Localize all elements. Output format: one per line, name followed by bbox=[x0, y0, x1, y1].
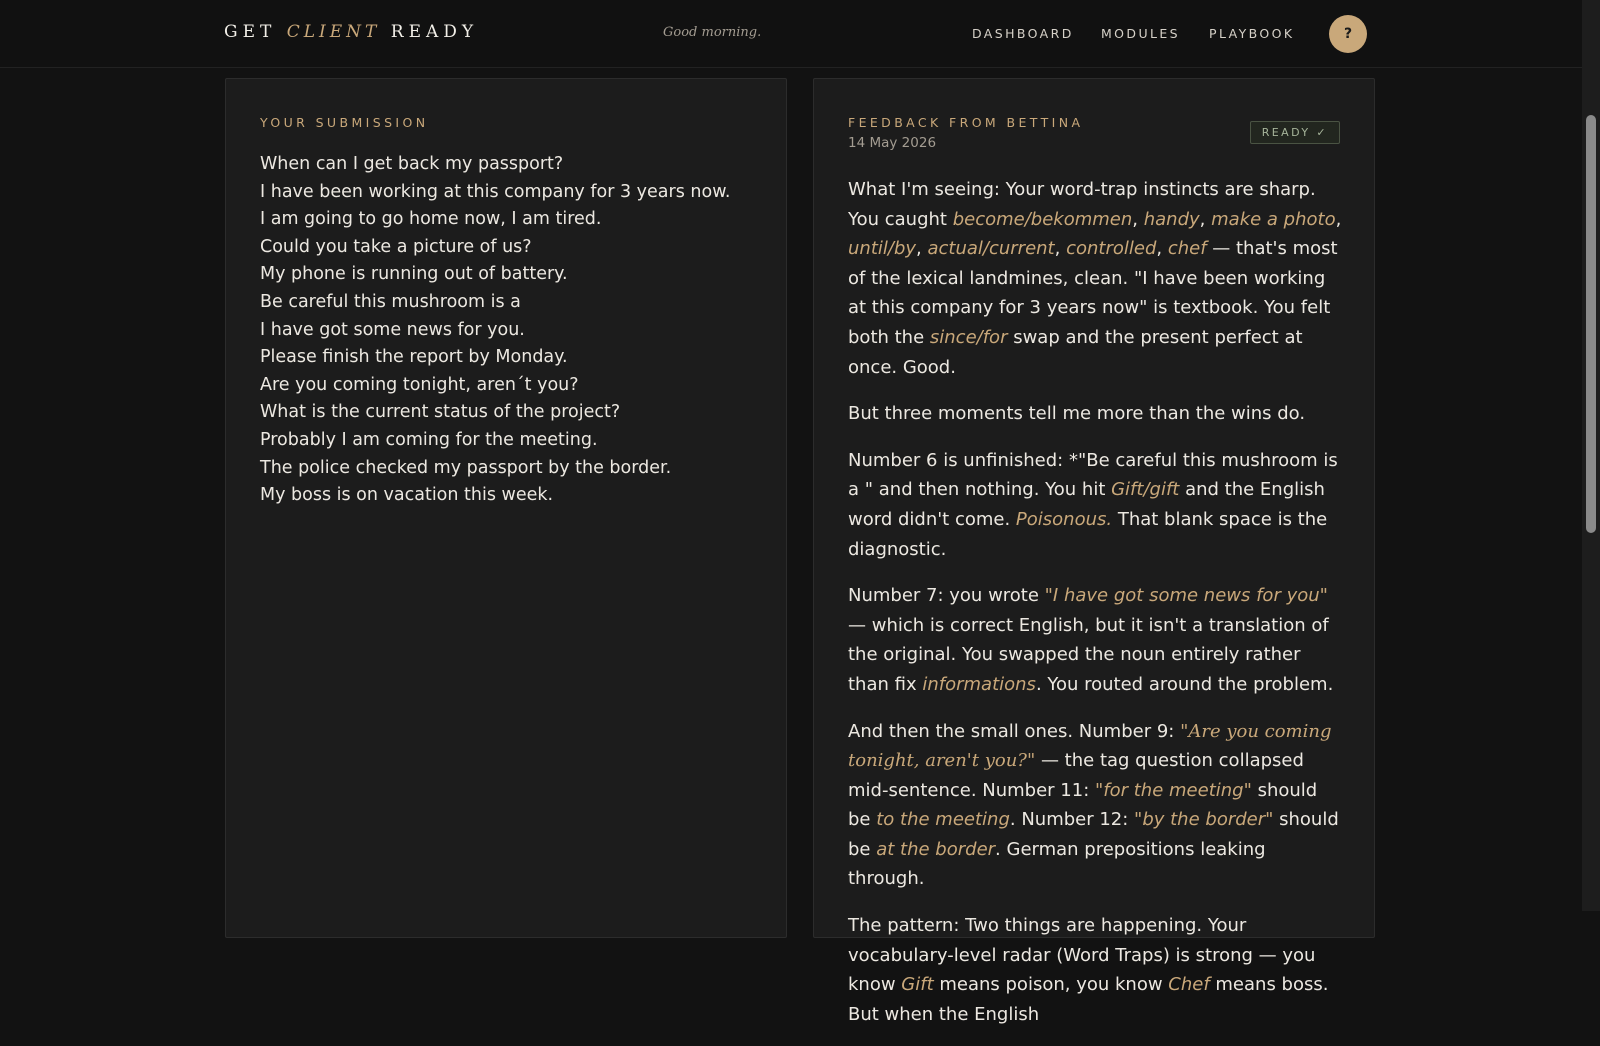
brand-logo[interactable] bbox=[224, 22, 478, 42]
highlight-term: actual/current bbox=[927, 238, 1055, 260]
feedback-text: . Number 12: bbox=[1009, 809, 1135, 831]
separator: , bbox=[1335, 208, 1342, 230]
feedback-text: That blank space is the diagnostic. bbox=[848, 508, 1328, 560]
feedback-label: FEEDBACK FROM BETTINA bbox=[848, 115, 1084, 130]
submission-label: YOUR SUBMISSION bbox=[260, 115, 429, 130]
feedback-text: swap and the present perfect at once. Good. bbox=[848, 326, 1303, 378]
submission-line: Be careful this mushroom is a bbox=[260, 291, 521, 312]
feedback-date: 14 May 2026 bbox=[848, 135, 937, 151]
highlight-term: chef bbox=[1167, 238, 1207, 260]
feedback-text: Number 7: you wrote bbox=[848, 585, 1045, 607]
feedback-text: Number 6 is unfinished: *"Be careful this mushroom is a " and then nothing. You hit bbox=[848, 449, 1338, 501]
feedback-text: should be bbox=[848, 779, 1318, 831]
highlight-term: handy bbox=[1143, 208, 1200, 230]
submission-line: My phone is running out of battery. bbox=[260, 264, 568, 285]
highlight-term: at the border bbox=[876, 838, 996, 860]
feedback-body bbox=[848, 175, 1344, 1046]
highlight-term: become/bekommen bbox=[952, 208, 1133, 230]
feedback-text: The pattern: Two things are happening. Your vocabulary-level radar (Word Traps) is strong — you know bbox=[848, 915, 1316, 996]
highlight-term: Gift bbox=[901, 974, 934, 996]
feedback-text: means boss. But when the English bbox=[848, 974, 1329, 1025]
highlight-term: until/by bbox=[848, 238, 917, 260]
separator: , bbox=[1199, 208, 1212, 230]
submission-line: My boss is on vacation this week. bbox=[260, 485, 554, 506]
submission-line: I am going to go home now, I am tired. bbox=[260, 209, 602, 230]
submission-card bbox=[225, 78, 787, 938]
nav-playbook[interactable]: PLAYBOOK bbox=[1209, 26, 1295, 41]
separator: , bbox=[1132, 208, 1144, 230]
highlight-quote: "Are you coming tonight, aren't you?" bbox=[848, 720, 1332, 772]
highlight-term: controlled bbox=[1066, 238, 1157, 260]
feedback-text: . You routed around the problem. bbox=[1035, 673, 1334, 695]
feedback-paragraph-2: But three moments tell me more than the wins do. bbox=[848, 403, 1306, 425]
submission-line: When can I get back my passport? bbox=[260, 154, 564, 174]
highlight-term: Gift/gift bbox=[1111, 479, 1180, 501]
submission-line: What is the current status of the project? bbox=[260, 402, 621, 423]
feedback-text: . German prepositions leaking through. bbox=[848, 838, 1266, 890]
feedback-text: What I'm seeing: Your word-trap instincts are sharp. You caught bbox=[848, 179, 1316, 230]
separator: , bbox=[1156, 238, 1168, 260]
page-scrollbar[interactable] bbox=[1582, 0, 1600, 911]
highlight-quote: "by the border" bbox=[1134, 809, 1274, 831]
highlight-quote: "I have got some news for you" bbox=[1044, 585, 1328, 607]
submission-line: Please finish the report by Monday. bbox=[260, 347, 568, 368]
feedback-paragraph-1 bbox=[848, 175, 1344, 382]
feedback-paragraph-4 bbox=[848, 581, 1344, 699]
highlight-term: Chef bbox=[1168, 974, 1210, 996]
top-navigation-bar bbox=[0, 0, 1582, 68]
feedback-text: means poison, you know bbox=[933, 974, 1169, 996]
nav-modules[interactable]: MODULES bbox=[1101, 26, 1180, 41]
highlight-term: since/for bbox=[929, 326, 1008, 348]
feedback-paragraph-5 bbox=[848, 717, 1344, 895]
submission-line: Probably I am coming for the meeting. bbox=[260, 429, 598, 450]
highlight-term: to the meeting bbox=[876, 809, 1010, 831]
submission-list bbox=[260, 151, 760, 510]
scrollbar-thumb[interactable] bbox=[1586, 115, 1596, 533]
highlight-term: informations bbox=[922, 673, 1036, 695]
feedback-text: should be bbox=[848, 809, 1339, 860]
feedback-text: and the English word didn't come. bbox=[848, 479, 1325, 530]
highlight-term: make a photo bbox=[1211, 208, 1336, 230]
feedback-text: — which is correct English, but it isn't a translation of the original. You swapped the noun entirely rather than fix bbox=[848, 614, 1329, 695]
highlight-quote: "for the meeting" bbox=[1095, 779, 1252, 801]
submission-line: I have been working at this company for 3 years now. bbox=[260, 181, 731, 202]
help-button[interactable]: ? bbox=[1329, 15, 1367, 53]
brand-word-ready: READY bbox=[390, 22, 479, 42]
submission-line: The police checked my passport by the border. bbox=[260, 457, 672, 478]
feedback-card bbox=[813, 78, 1375, 1025]
submission-line: Could you take a picture of us? bbox=[260, 236, 532, 257]
nav-dashboard[interactable]: DASHBOARD bbox=[972, 26, 1074, 41]
greeting-text: Good morning. bbox=[663, 25, 762, 40]
feedback-paragraph-3 bbox=[848, 446, 1344, 564]
highlight-term: Poisonous. bbox=[1015, 508, 1113, 530]
feedback-text: — the tag question collapsed mid-sentence. Number 11: bbox=[848, 750, 1304, 801]
brand-word-get: GET bbox=[224, 22, 277, 42]
feedback-paragraph-6 bbox=[848, 911, 1344, 1029]
separator: , bbox=[916, 238, 928, 260]
status-badge: READY ✓ bbox=[1250, 121, 1340, 144]
brand-word-client: CLIENT bbox=[286, 22, 381, 42]
feedback-text: And then the small ones. Number 9: bbox=[848, 720, 1181, 742]
separator: , bbox=[1054, 238, 1067, 260]
submission-line: Are you coming tonight, aren´t you? bbox=[260, 374, 579, 395]
feedback-text: — that's most of the lexical landmines, clean. "I have been working at this company for 3 years now" is textbook. You felt both the bbox=[848, 238, 1338, 348]
submission-line: I have got some news for you. bbox=[260, 319, 525, 340]
